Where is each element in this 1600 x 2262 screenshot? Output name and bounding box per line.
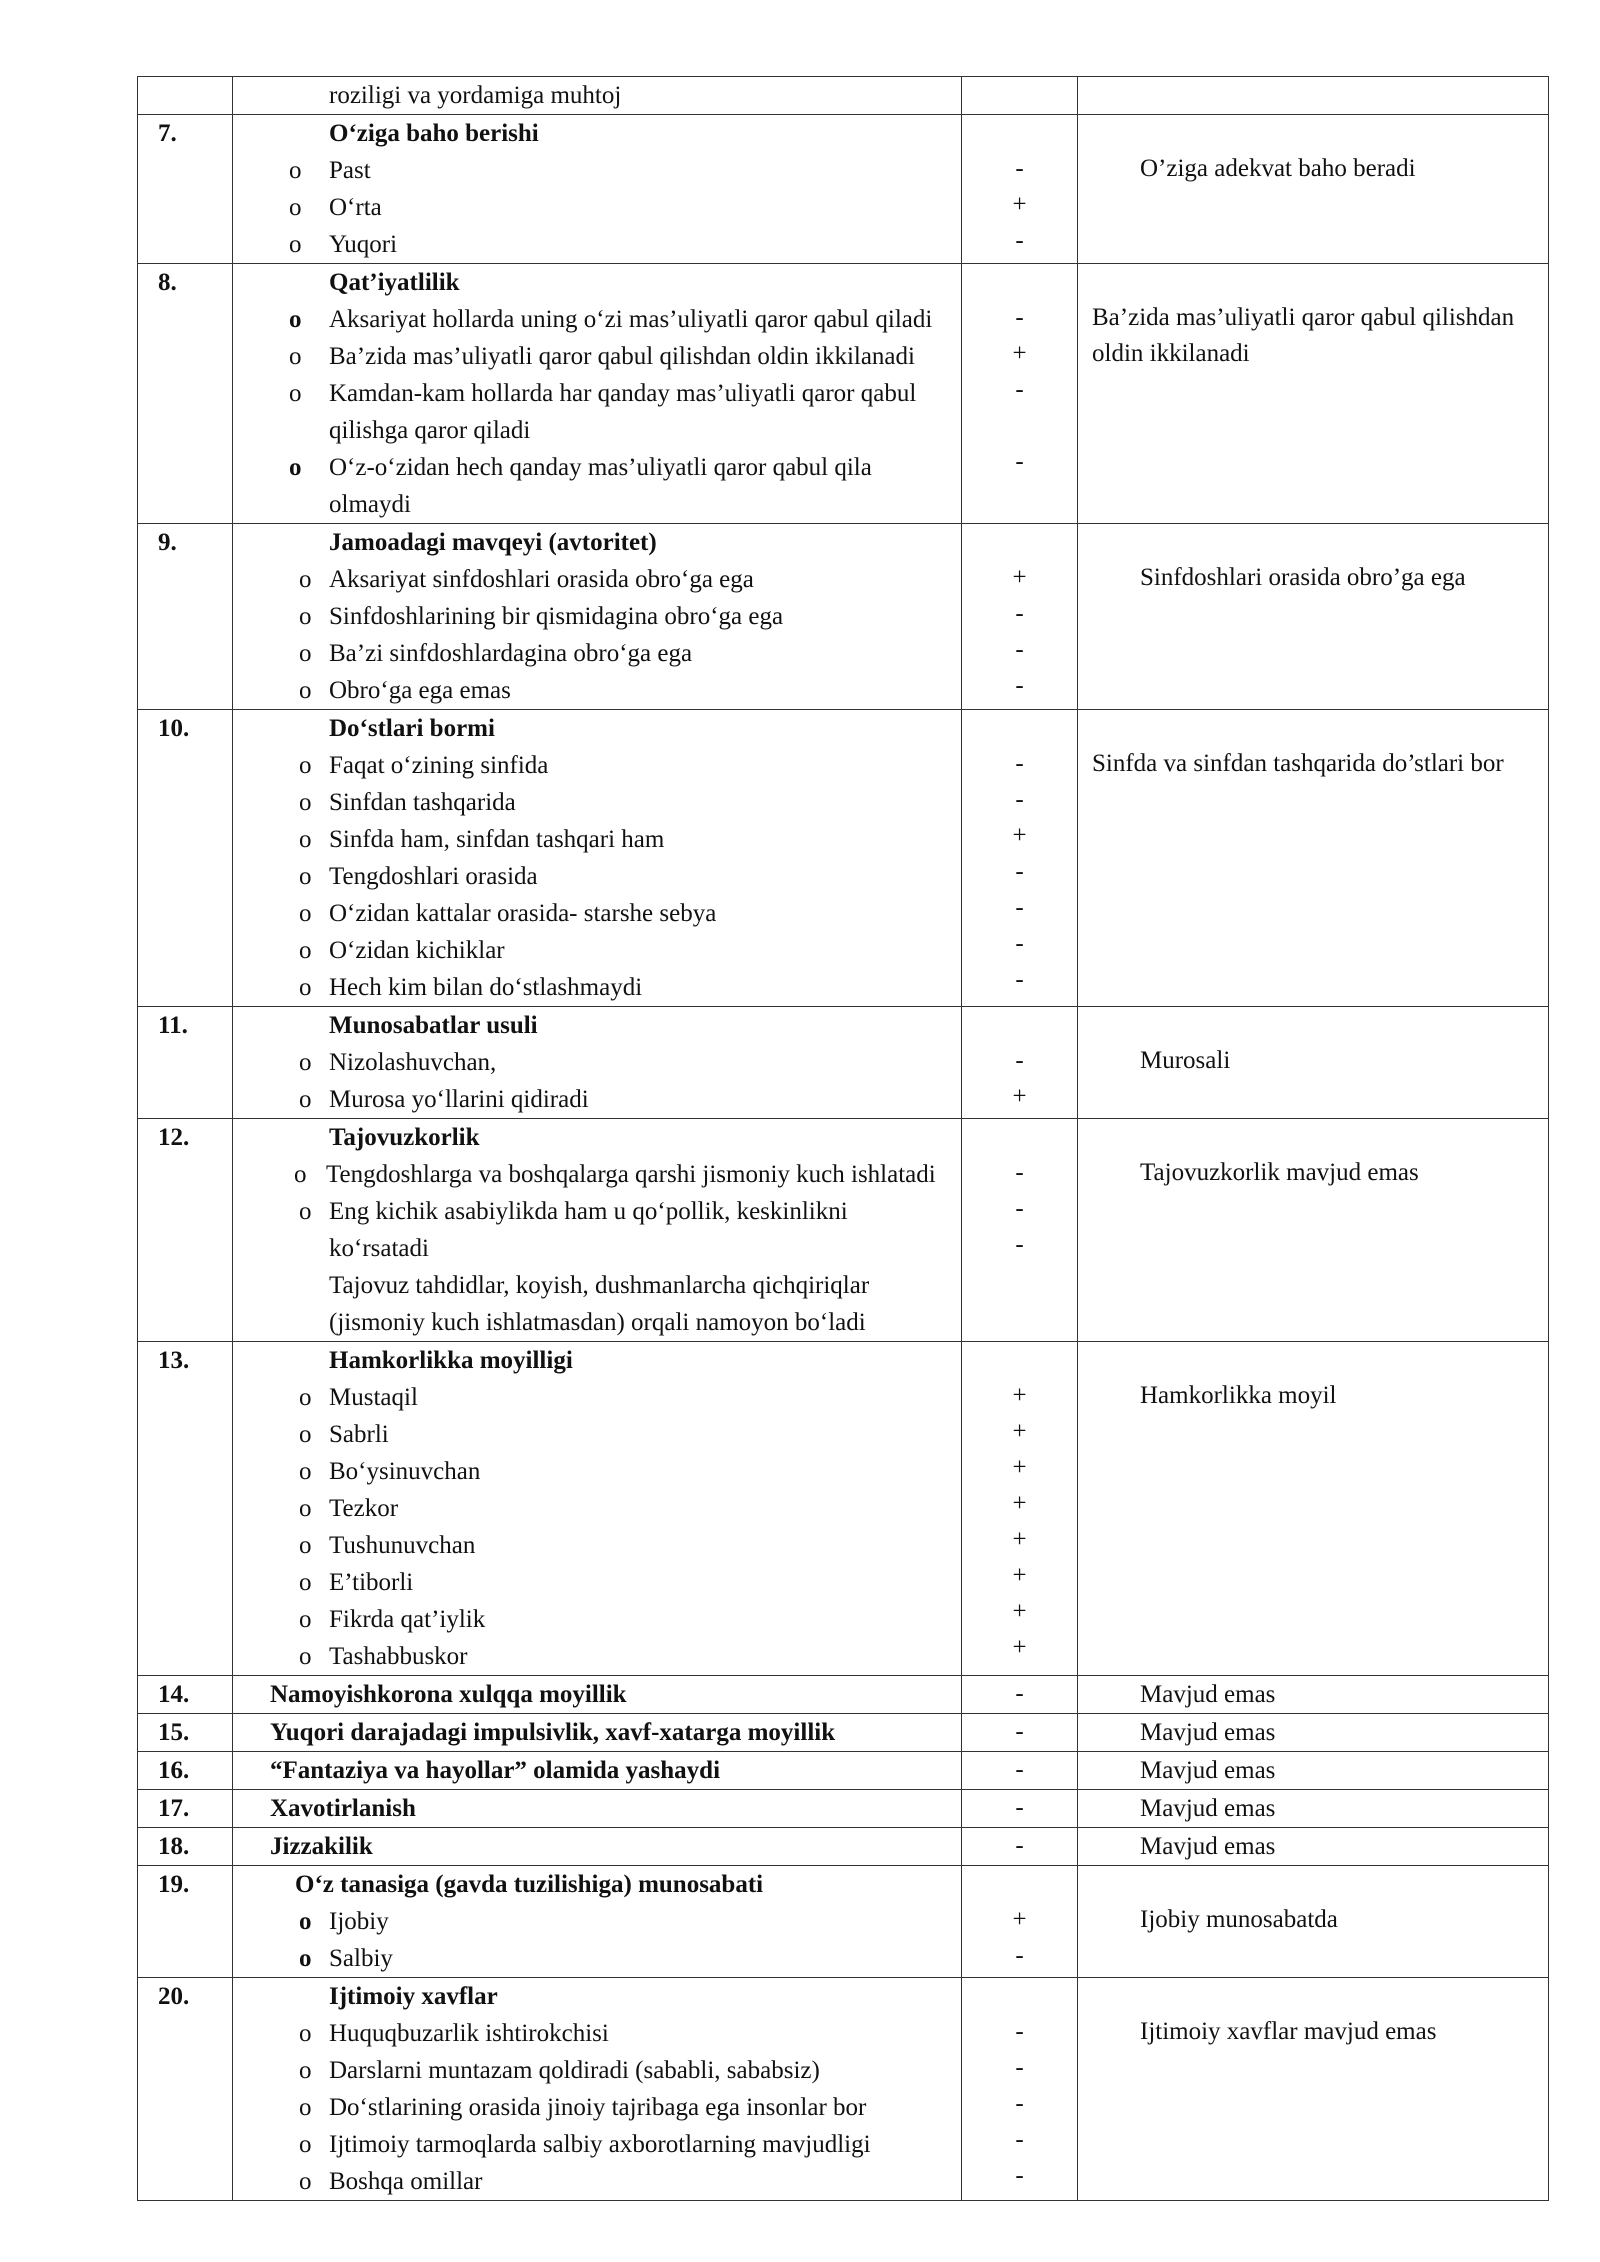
item-text: Fikrda qat’iylik <box>329 1606 486 1633</box>
list-item <box>233 2126 961 2163</box>
bullet-icon: o <box>289 231 302 258</box>
mark: - <box>1015 672 1024 699</box>
list-item <box>233 449 961 523</box>
item-text: Sinfdoshlarining bir qismidagina obro‘ga ega <box>329 603 784 630</box>
mark-cell <box>962 524 1078 710</box>
criterion-cell <box>233 1007 962 1119</box>
mark: - <box>1015 2090 1024 2117</box>
criterion-cell <box>233 524 962 710</box>
bullet-icon: o <box>299 1421 312 1448</box>
criterion-title: Xavotirlanish <box>270 1795 416 1822</box>
list-item <box>233 932 961 969</box>
list-item <box>233 1527 961 1564</box>
item-text: Kamdan-kam hollarda har qanday mas’uliyatli qaror qabul qilishga qaror qiladi <box>329 380 917 444</box>
result-cell <box>1078 1978 1549 2201</box>
item-text: Ba’zi sinfdoshlardagina obro‘ga ega <box>329 640 693 667</box>
bullet-icon: o <box>299 1569 312 1596</box>
mark-cell <box>962 264 1078 524</box>
list-item <box>233 561 961 598</box>
mark: - <box>1015 750 1024 777</box>
mark: - <box>1015 304 1024 331</box>
mark: + <box>1012 1418 1027 1445</box>
bullet-icon: o <box>299 677 312 704</box>
mark-cell <box>962 1790 1078 1828</box>
criterion-cell <box>233 1866 962 1978</box>
criterion-cell <box>233 1714 962 1752</box>
bullet-icon: o <box>299 2057 312 2084</box>
mark-cell <box>962 1119 1078 1342</box>
item-text: Tushunuvchan <box>329 1532 476 1559</box>
bullet-icon: o <box>299 1049 312 1076</box>
criterion-cell <box>233 77 962 115</box>
list-item <box>233 152 961 189</box>
result-text: Mavjud emas <box>1140 1833 1276 1860</box>
table-row <box>138 1752 1549 1790</box>
row-number: 15. <box>138 1714 233 1752</box>
list-item <box>233 1081 961 1118</box>
list-item <box>233 1193 961 1267</box>
mark: - <box>1015 786 1024 813</box>
result-cell <box>1078 524 1549 710</box>
item-text: Faqat o‘zining sinfida <box>329 752 549 779</box>
row-number: 8. <box>138 264 233 524</box>
item-text: Ijobiy <box>329 1908 389 1935</box>
table-row <box>138 1828 1549 1866</box>
list-item <box>233 2089 961 2126</box>
bullet-icon: o <box>299 1086 312 1113</box>
bullet-icon: o <box>299 566 312 593</box>
criterion-title: “Fantaziya va hayollar” olamida yashaydi <box>270 1757 721 1784</box>
row-number: 10. <box>138 710 233 1007</box>
table-row <box>138 1676 1549 1714</box>
list-item <box>233 784 961 821</box>
bullet-icon: o <box>299 863 312 890</box>
list-item <box>233 2015 961 2052</box>
mark-cell <box>962 1828 1078 1866</box>
item-text: Tengdoshlarga va boshqalarga qarshi jismoniy kuch ishlatadi <box>326 1161 936 1188</box>
item-text: Sabrli <box>329 1421 389 1448</box>
item-text: Ba’zida mas’uliyatli qaror qabul qilishdan oldin ikkilanadi <box>329 343 915 370</box>
list-item <box>233 1379 961 1416</box>
mark: + <box>1012 1382 1027 1409</box>
result-cell <box>1078 1828 1549 1866</box>
bullet-icon: o <box>289 380 302 407</box>
item-text: Tengdoshlari orasida <box>329 863 538 890</box>
table-row <box>138 1119 1549 1342</box>
criterion-cell <box>233 1752 962 1790</box>
criterion-title: O‘z tanasiga (gavda tuzilishiga) munosabati <box>295 1871 764 1898</box>
table-row <box>138 1978 1549 2201</box>
item-text: Eng kichik asabiylikda ham u qo‘pollik, keskinlikni ko‘rsatadi <box>329 1198 848 1262</box>
mark: - <box>1015 1756 1024 1783</box>
criterion-title: Ijtimoiy xavflar <box>329 1983 498 2010</box>
item-text: Mustaqil <box>329 1384 418 1411</box>
list-item <box>233 301 961 338</box>
bullet-icon: o <box>299 1458 312 1485</box>
assessment-table <box>137 76 1549 2201</box>
mark: - <box>1015 1680 1024 1707</box>
result-text: Murosali <box>1140 1047 1231 1074</box>
list-item <box>233 1638 961 1675</box>
item-text: Hech kim bilan do‘stlashmaydi <box>329 974 643 1001</box>
mark: + <box>1012 1454 1027 1481</box>
bullet-icon: o <box>299 1495 312 1522</box>
item-text: O‘zidan kattalar orasida- starshe sebya <box>329 900 717 927</box>
table-row <box>138 1342 1549 1676</box>
item-text: O‘zidan kichiklar <box>329 937 505 964</box>
list-item <box>233 1564 961 1601</box>
result-text: Mavjud emas <box>1140 1681 1276 1708</box>
item-text: Sinfdan tashqarida <box>329 789 516 816</box>
bullet-icon: o <box>299 1532 312 1559</box>
row-number: 11. <box>138 1007 233 1119</box>
item-text: Huquqbuzarlik ishtirokchisi <box>329 2020 609 2047</box>
list-item <box>233 1156 961 1193</box>
result-text: Hamkorlikka moyil <box>1140 1382 1337 1409</box>
criterion-cell <box>233 1119 962 1342</box>
mark: + <box>1012 1526 1027 1553</box>
criterion-title: O‘ziga baho berishi <box>329 120 539 147</box>
table-row <box>138 1790 1549 1828</box>
list-item <box>233 226 961 263</box>
bullet-icon: o <box>299 603 312 630</box>
bullet-icon: o <box>299 1643 312 1670</box>
criterion-cell <box>233 1790 962 1828</box>
result-cell <box>1078 1790 1549 1828</box>
mark: - <box>1015 966 1024 993</box>
list-item <box>233 1416 961 1453</box>
list-item <box>233 1044 961 1081</box>
row-number: 14. <box>138 1676 233 1714</box>
result-cell <box>1078 1714 1549 1752</box>
mark: + <box>1012 340 1027 367</box>
item-text: Sinfda ham, sinfdan tashqari ham <box>329 826 665 853</box>
mark: - <box>1015 1231 1024 1258</box>
bullet-icon: o <box>299 2131 312 2158</box>
bullet-icon: o <box>299 2168 312 2195</box>
result-text: Mavjud emas <box>1140 1795 1276 1822</box>
list-item <box>233 598 961 635</box>
result-cell <box>1078 1007 1549 1119</box>
mark: - <box>1015 600 1024 627</box>
mark-cell <box>962 1342 1078 1676</box>
result-text: Ijtimoiy xavflar mavjud emas <box>1140 2018 1437 2045</box>
bullet-icon: o <box>299 752 312 779</box>
bullet-icon: o <box>299 1384 312 1411</box>
criterion-title: Jamoadagi mavqeyi (avtoritet) <box>329 529 657 556</box>
item-text: O‘z-o‘zidan hech qanday mas’uliyatli qaror qabul qila olmaydi <box>329 454 872 518</box>
item-text: Salbiy <box>329 1945 393 1972</box>
result-cell <box>1078 77 1549 115</box>
mark: - <box>1015 155 1024 182</box>
item-text: Aksariyat sinfdoshlari orasida obro‘ga ega <box>329 566 754 593</box>
table-row <box>138 1714 1549 1752</box>
bullet-icon: o <box>299 1606 312 1633</box>
criterion-title: Namoyishkorona xulqqa moyillik <box>270 1681 627 1708</box>
result-text: Sinfdoshlari orasida obro’ga ega <box>1140 564 1466 591</box>
criterion-cell <box>233 115 962 264</box>
criterion-title: Qat’iyatlilik <box>329 269 460 296</box>
mark: + <box>1012 1083 1027 1110</box>
list-item <box>233 1903 961 1940</box>
item-text: Do‘stlarining orasida jinoiy tajribaga ega insonlar bor <box>329 2094 867 2121</box>
list-item <box>233 1490 961 1527</box>
criterion-title: Do‘stlari bormi <box>329 715 495 742</box>
list-item <box>233 672 961 709</box>
mark: - <box>1015 1832 1024 1859</box>
mark: + <box>1012 1562 1027 1589</box>
mark-cell <box>962 710 1078 1007</box>
mark: - <box>1015 1718 1024 1745</box>
mark: - <box>1015 858 1024 885</box>
result-text: O’ziga adekvat baho beradi <box>1140 155 1416 182</box>
list-item <box>233 895 961 932</box>
list-item <box>233 2163 961 2200</box>
list-item <box>233 635 961 672</box>
item-text: Obro‘ga ega emas <box>329 677 511 704</box>
mark: - <box>1015 1195 1024 1222</box>
mark: - <box>1015 2054 1024 2081</box>
criterion-cell <box>233 1978 962 2201</box>
result-cell <box>1078 710 1549 1007</box>
mark-cell <box>962 1866 1078 1978</box>
mark: - <box>1015 376 1024 403</box>
criterion-cell <box>233 1828 962 1866</box>
list-item <box>233 1940 961 1977</box>
mark: - <box>1015 2018 1024 2045</box>
bullet-icon: o <box>299 2094 312 2121</box>
list-item <box>233 375 961 449</box>
bullet-icon: o <box>289 454 302 481</box>
list-item <box>233 338 961 375</box>
mark: + <box>1012 822 1027 849</box>
table-row <box>138 710 1549 1007</box>
result-cell <box>1078 1342 1549 1676</box>
row-number: 13. <box>138 1342 233 1676</box>
result-text: Mavjud emas <box>1140 1719 1276 1746</box>
list-item <box>233 821 961 858</box>
list-item: Tajovuz tahdidlar, koyish, dushmanlarcha qichqiriqlar (jismoniy kuch ishlatmasdan) orqali namoyon bo‘ladi <box>329 1272 870 1336</box>
item-text: Tezkor <box>329 1495 399 1522</box>
result-text: Ijobiy munosabatda <box>1140 1906 1338 1933</box>
criterion-cell <box>233 1342 962 1676</box>
bullet-icon: o <box>289 194 302 221</box>
item-text: Darslarni muntazam qoldiradi (sababli, sababsiz) <box>329 2057 820 2084</box>
mark: + <box>1012 564 1027 591</box>
result-cell <box>1078 115 1549 264</box>
bullet-icon: o <box>299 826 312 853</box>
criterion-title: Munosabatlar usuli <box>329 1012 538 1039</box>
table-row <box>138 264 1549 524</box>
row-number: 18. <box>138 1828 233 1866</box>
list-item <box>233 2052 961 2089</box>
criterion-title: Hamkorlikka moyilligi <box>329 1347 573 1374</box>
list-item <box>233 747 961 784</box>
item-text: Murosa yo‘llarini qidiradi <box>329 1086 589 1113</box>
row-number: 16. <box>138 1752 233 1790</box>
item-text: Boshqa omillar <box>329 2168 483 2195</box>
item-text: Past <box>329 157 371 184</box>
mark-cell <box>962 77 1078 115</box>
bullet-icon: o <box>299 937 312 964</box>
item-text: Tashabbuskor <box>329 1643 468 1670</box>
item-text: Nizolashuvchan, <box>329 1049 497 1076</box>
mark-cell <box>962 1752 1078 1790</box>
bullet-icon: o <box>299 789 312 816</box>
continuation-text: roziligi va yordamiga muhtoj <box>329 82 622 109</box>
list-item <box>233 969 961 1006</box>
result-text: Mavjud emas <box>1140 1757 1276 1784</box>
mark-cell <box>962 1007 1078 1119</box>
bullet-icon: o <box>299 2020 312 2047</box>
mark: + <box>1012 1634 1027 1661</box>
mark-cell <box>962 1714 1078 1752</box>
table-row <box>138 115 1549 264</box>
row-number: 12. <box>138 1119 233 1342</box>
mark: - <box>1015 2162 1024 2189</box>
mark: - <box>1015 1047 1024 1074</box>
mark: - <box>1015 227 1024 254</box>
row-number: 20. <box>138 1978 233 2201</box>
mark-cell <box>962 1978 1078 2201</box>
mark: - <box>1015 1794 1024 1821</box>
mark-cell <box>962 1676 1078 1714</box>
item-text: Ijtimoiy tarmoqlarda salbiy axborotlarning mavjudligi <box>329 2131 871 2158</box>
item-text: O‘rta <box>329 194 382 221</box>
mark: + <box>1012 1598 1027 1625</box>
criterion-title: Jizzakilik <box>270 1833 373 1860</box>
criterion-cell <box>233 710 962 1007</box>
bullet-icon: o <box>294 1161 307 1188</box>
bullet-icon: o <box>299 974 312 1001</box>
item-text: Aksariyat hollarda uning o‘zi mas’uliyatli qaror qabul qiladi <box>329 306 933 333</box>
mark-cell <box>962 115 1078 264</box>
row-number: 9. <box>138 524 233 710</box>
result-cell <box>1078 1866 1549 1978</box>
bullet-icon: o <box>289 343 302 370</box>
list-item <box>233 858 961 895</box>
result-text: Ba’zida mas’uliyatli qaror qabul qilishdan oldin ikkilanadi <box>1092 304 1515 367</box>
table-row <box>138 77 1549 115</box>
list-item <box>233 189 961 226</box>
result-cell <box>1078 1119 1549 1342</box>
criterion-cell <box>233 264 962 524</box>
bullet-icon: o <box>289 306 302 333</box>
bullet-icon: o <box>299 1908 312 1935</box>
bullet-icon: o <box>299 900 312 927</box>
table-row <box>138 1866 1549 1978</box>
bullet-icon: o <box>299 640 312 667</box>
mark: - <box>1015 448 1024 475</box>
mark: - <box>1015 894 1024 921</box>
table-row <box>138 1007 1549 1119</box>
result-text: Sinfda va sinfdan tashqarida do’stlari bor <box>1092 750 1504 777</box>
criterion-title: Tajovuzkorlik <box>329 1124 480 1151</box>
bullet-icon: o <box>289 157 302 184</box>
mark: + <box>1012 1906 1027 1933</box>
result-cell <box>1078 264 1549 524</box>
mark: - <box>1015 1159 1024 1186</box>
list-item <box>233 1453 961 1490</box>
criterion-title: Yuqori darajadagi impulsivlik, xavf-xatarga moyillik <box>270 1719 836 1746</box>
bullet-icon: o <box>299 1945 312 1972</box>
row-number: 7. <box>138 115 233 264</box>
item-text: E’tiborli <box>329 1569 414 1596</box>
mark: - <box>1015 1942 1024 1969</box>
criterion-cell <box>233 1676 962 1714</box>
bullet-icon: o <box>299 1198 312 1225</box>
mark: + <box>1012 1490 1027 1517</box>
row-number: 19. <box>138 1866 233 1978</box>
table-row <box>138 524 1549 710</box>
row-number <box>138 77 233 115</box>
mark: + <box>1012 191 1027 218</box>
result-cell <box>1078 1676 1549 1714</box>
row-number: 17. <box>138 1790 233 1828</box>
mark: - <box>1015 930 1024 957</box>
result-text: Tajovuzkorlik mavjud emas <box>1140 1159 1419 1186</box>
item-text: Bo‘ysinuvchan <box>329 1458 481 1485</box>
result-cell <box>1078 1752 1549 1790</box>
list-item <box>233 1601 961 1638</box>
mark: - <box>1015 636 1024 663</box>
item-text: Yuqori <box>329 231 398 258</box>
mark: - <box>1015 2126 1024 2153</box>
